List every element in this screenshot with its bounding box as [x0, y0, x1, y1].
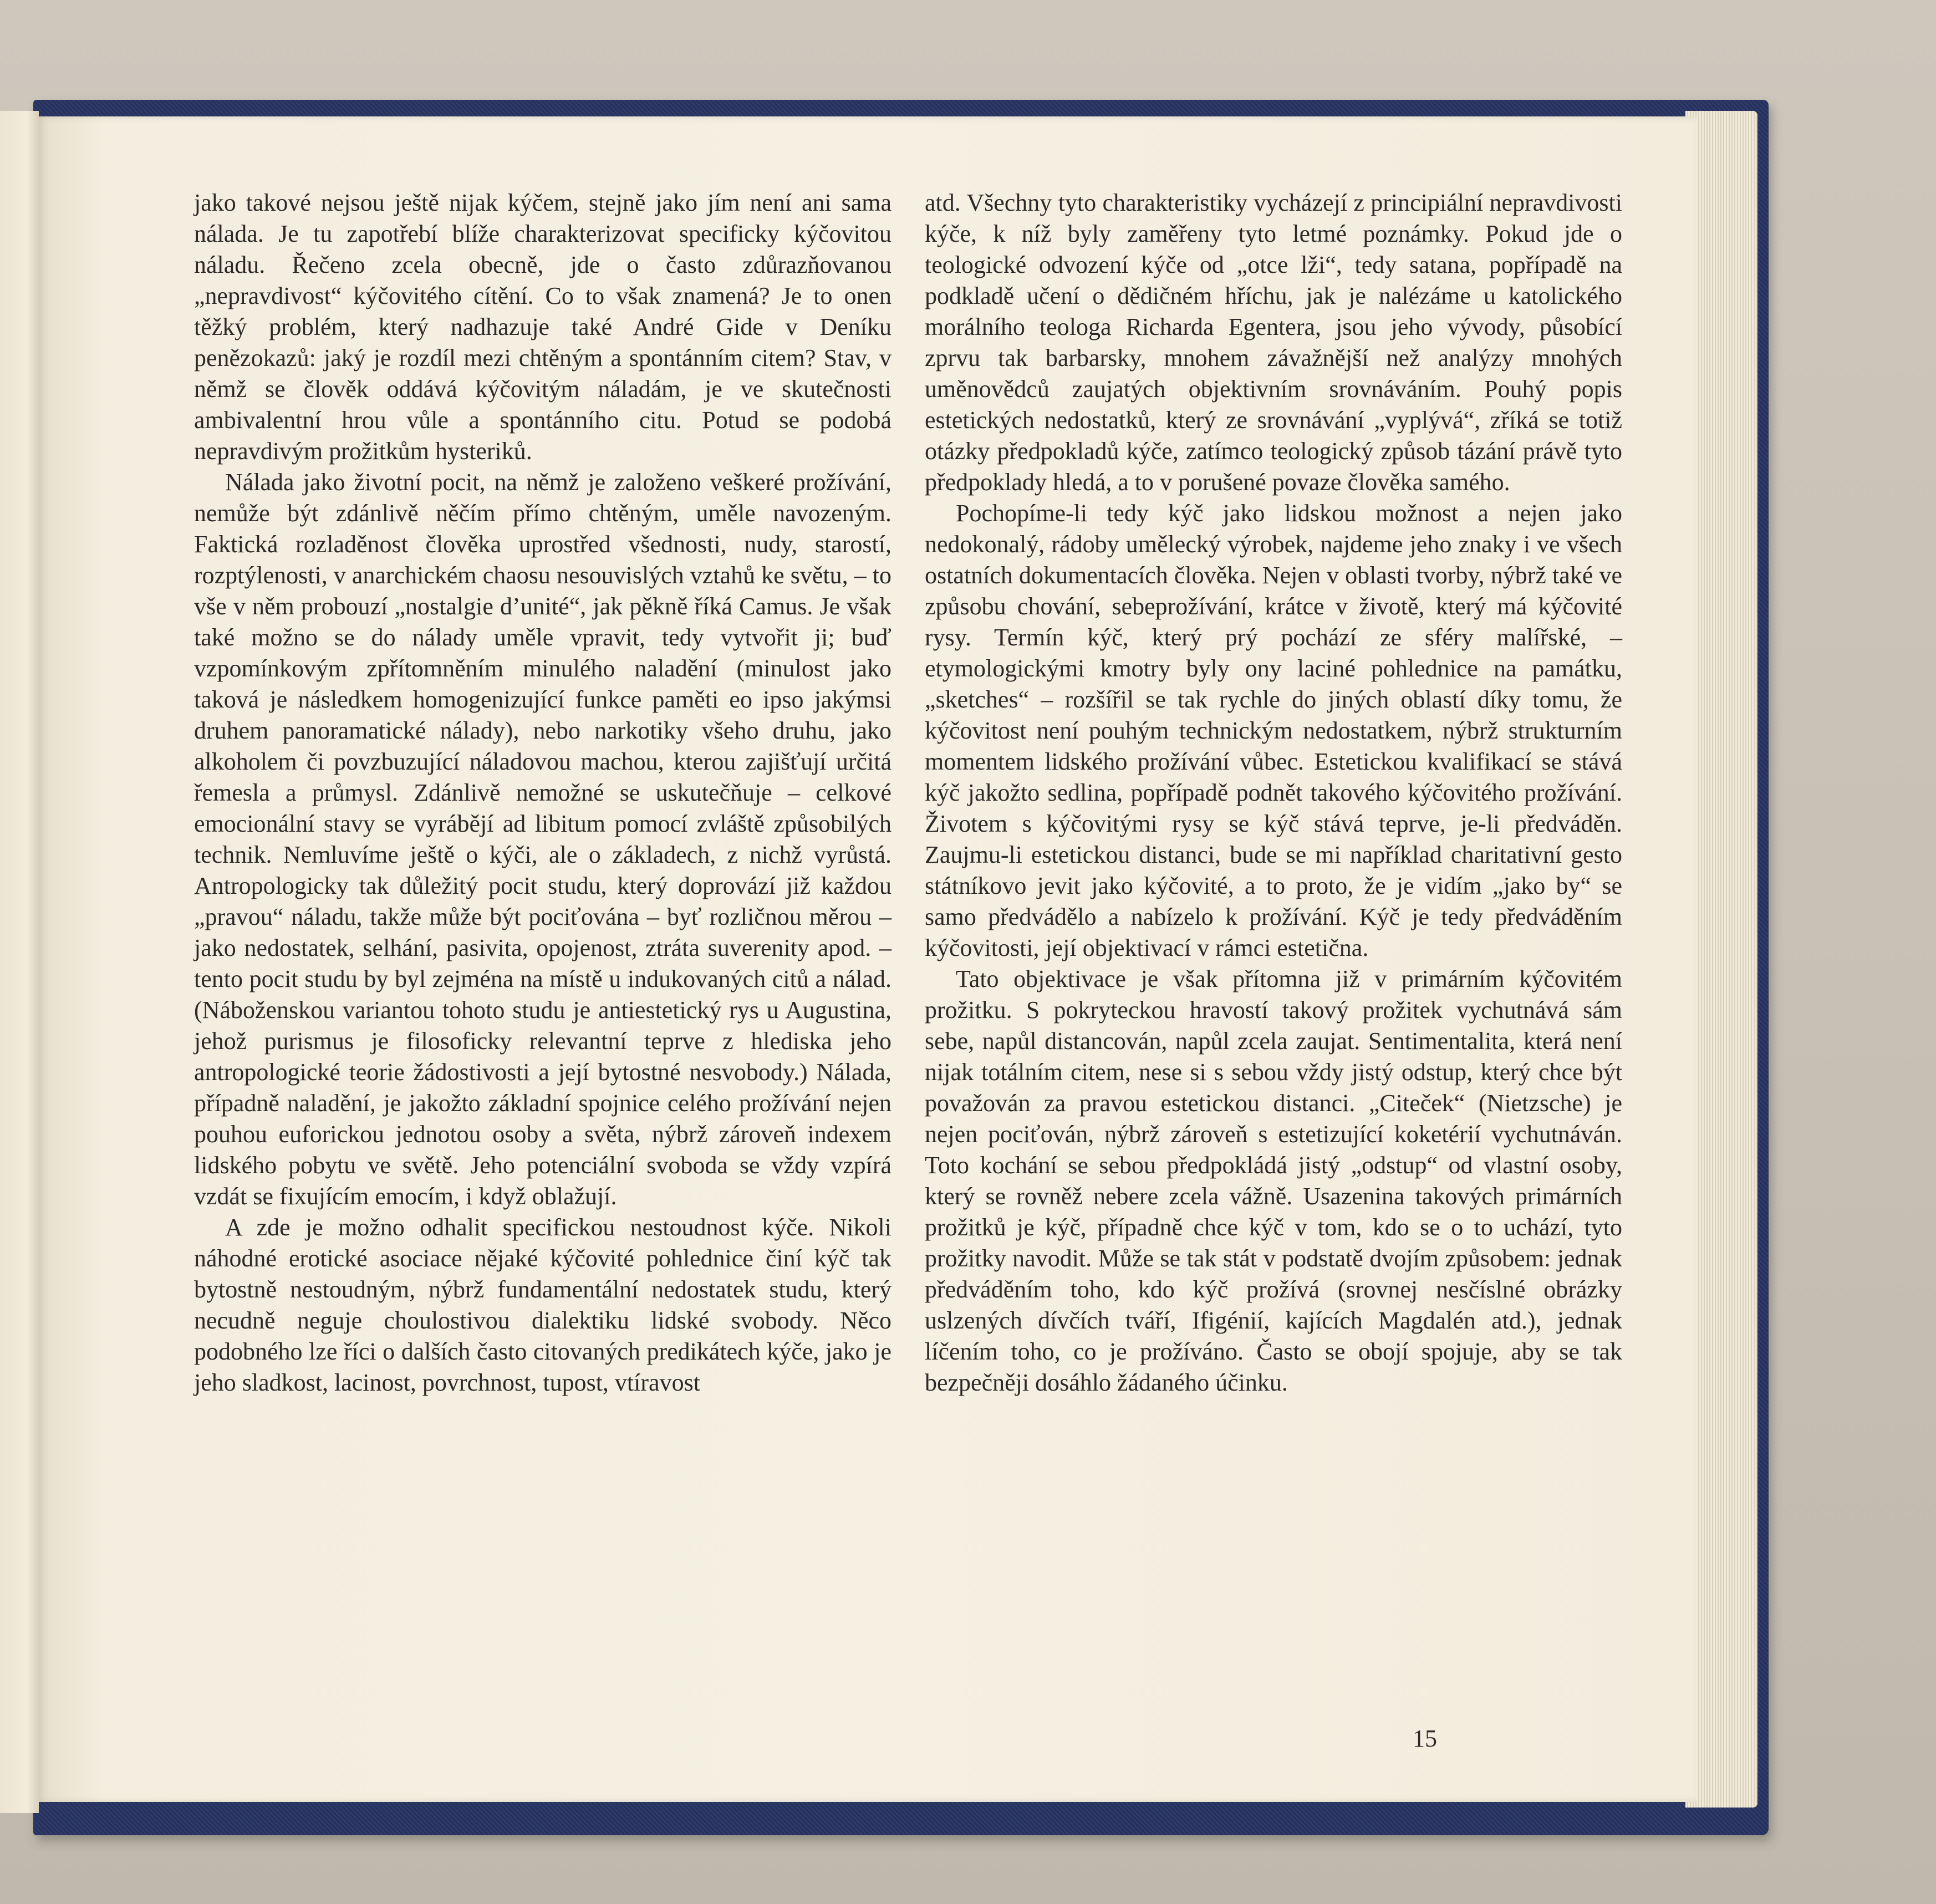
paragraph: Nálada jako životní pocit, na němž je založeno veškeré prožívání, nemůže být zdánlivě něčím přímo chtěným, uměle navozeným. Faktická rozladěnost člověka uprostřed všednosti, nudy, starostí, rozptýlenosti, v anarchickém chaosu nesouvislých vztahů ke světu, – to vše v něm probouzí „nostalgie d’unité“, jak pěkně říká Camus. Je však také možno se do nálady uměle vpravit, tedy vytvořit ji; buď vzpomínkovým zpřítomněním minulého naladění (minulost jako taková je následkem homogenizující funkce paměti eo ipso jakýmsi druhem panoramatické nálady), nebo narkotiky všeho druhu, jako alkoholem či povzbuzující náladovou machou, kterou zajišťují určitá řemesla a průmysl. Zdánlivě nemožné se uskutečňuje – celkové emocionální stavy se vyrábějí ad libitum pomocí zvláště způsobilých technik. Nemluvíme ještě o kýči, ale o základech, z nichž vyrůstá. Antropologicky tak důležitý pocit studu, který doprovází již každou „pravou“ náladu, takže může být pociťována – byť rozličnou měrou – jako nedostatek, selhání, pasivita, opojenost, ztráta suverenity apod. – tento pocit studu by byl zejména na místě u indukovaných citů a nálad. (Náboženskou variantou tohoto studu je antiestetický rys u Augustina, jehož purismus je filosoficky relevantní teprve z hlediska jeho antropologické teorie žádostivosti a její bytostné nesvobody.) Nálada, případně naladění, je jakožto základní spojnice celého prožívání nejen pouhou euforickou jednotou osoby a světa, nýbrž zároveň indexem lidského pobytu ve světě. Jeho potenciální svoboda se vždy vzpírá vzdát se fixujícím emocím, i když oblažují.	[194, 469, 891, 1210]
left-text-column	[194, 187, 891, 1398]
paragraph: Tato objektivace je však přítomna již v primárním kýčovitém prožitku. S pokryteckou hravostí takový prožitek vychutnává sám sebe, napůl distancován, napůl zcela zaujat. Sentimentalita, která není nijak totálním citem, nese si s sebou vždy jistý odstup, který chce být považován za pravou estetickou distanci. „Citeček“ (Nietzsche) je nejen pociťován, nýbrž zároveň s estetizující koketérií vychutnáván. Toto kochání se sebou předpokládá jistý „odstup“ od vlastní osoby, který se rovněž nebere zcela vážně. Usazenina takových primárních prožitků je kýč, případně chce kýč v tom, kdo se o to uchází, tyto prožitky navodit. Může se tak stát v podstatě dvojím způsobem: jednak předváděním toho, kdo kýč prožívá (srovnej nesčíslné obrázky uslzených dívčích tváří, Ifigénií, kajících Magdalén atd.), jednak líčením toho, co je prožíváno. Často se obojí spojuje, aby se tak bezpečněji dosáhlo žádaného účinku.	[925, 965, 1622, 1396]
paragraph: A zde je možno odhalit specifickou nestoudnost kýče. Nikoli náhodné erotické asociace nějaké kýčovité pohlednice činí kýč tak bytostně nestoudným, nýbrž fundamentální nedostatek studu, který necudně neguje choulostivou dialektiku lidské svobody. Něco podobného lze říci o dalších často citovaných predikátech kýče, jako je jeho sladkost, lacinost, povrchnost, tupost, vtíravost	[194, 1214, 891, 1396]
paragraph: jako takové nejsou ještě nijak kýčem, stejně jako jím není ani sama nálada. Je tu zapotřebí blíže charakterizovat specificky kýčovitou náladu. Řečeno zcela obecně, jde o často zdůrazňovanou „nepravdivost“ kýčovitého cítění. Co to však znamená? Je to onen těžký problém, který nadhazuje také André Gide v Deníku penězokazů: jaký je rozdíl mezi chtěným a spontánním citem? Stav, v němž se člověk oddává kýčovitým náladám, je ve skutečnosti ambivalentní hrou vůle a spontánního citu. Potud se podobá nepravdivým prožitkům hysteriků.	[194, 189, 891, 465]
right-text-column	[925, 187, 1622, 1398]
page-number: 15	[1413, 1725, 1437, 1752]
paragraph: Pochopíme-li tedy kýč jako lidskou možnost a nejen jako nedokonalý, rádoby umělecký výrobek, najdeme jeho znaky i ve všech ostatních dokumentacích člověka. Nejen v oblasti tvorby, nýbrž také ve způsobu chování, sebeprožívání, krátce v životě, který má kýčovité rysy. Termín kýč, který prý pochází ze sféry malířské, – etymologickými kmotry byly ony laciné pohlednice na památku, „sketches“ – rozšířil se tak rychle do jiných oblastí díky tomu, že kýčovitost není pouhým technickým nedostatkem, nýbrž strukturním momentem lidského prožívání vůbec. Estetickou kvalifikací se stává kýč jakožto sedlina, popřípadě podnět takového kýčovitého prožívání. Životem s kýčovitými rysy se kýč stává teprve, je-li předváděn. Zaujmu-li estetickou distanci, bude se mi například charitativní gesto státníkovo jevit jako kýčovité, a to proto, že je vidím „jako by“ se samo předvádělo a nabízelo k prožívání. Kýč je tedy předváděním kýčovitosti, její objektivací v rámci estetična.	[925, 500, 1622, 961]
book-page	[39, 116, 1696, 1802]
previous-page-edge	[0, 111, 39, 1813]
paragraph: atd. Všechny tyto charakteristiky vycházejí z principiální nepravdivosti kýče, k níž byly zaměřeny tyto letmé poznámky. Pokud jde o teologické odvození kýče od „otce lži“, tedy satana, popřípadě na podkladě učení o dědičném hříchu, jak je nalézáme u katolického morálního teologa Richarda Egentera, jsou jeho vývody, působící zprvu tak barbarsky, mnohem závažnější než analýzy mnohých uměnovědců zaujatých objektivním srovnáváním. Pouhý popis estetických nedostatků, který ze srovnávání „vyplývá“, zříká se totiž otázky předpokladů kýče, zatímco teologický způsob tázání právě tyto předpoklady hledá, a to v porušené povaze člověka samého.	[925, 189, 1622, 496]
